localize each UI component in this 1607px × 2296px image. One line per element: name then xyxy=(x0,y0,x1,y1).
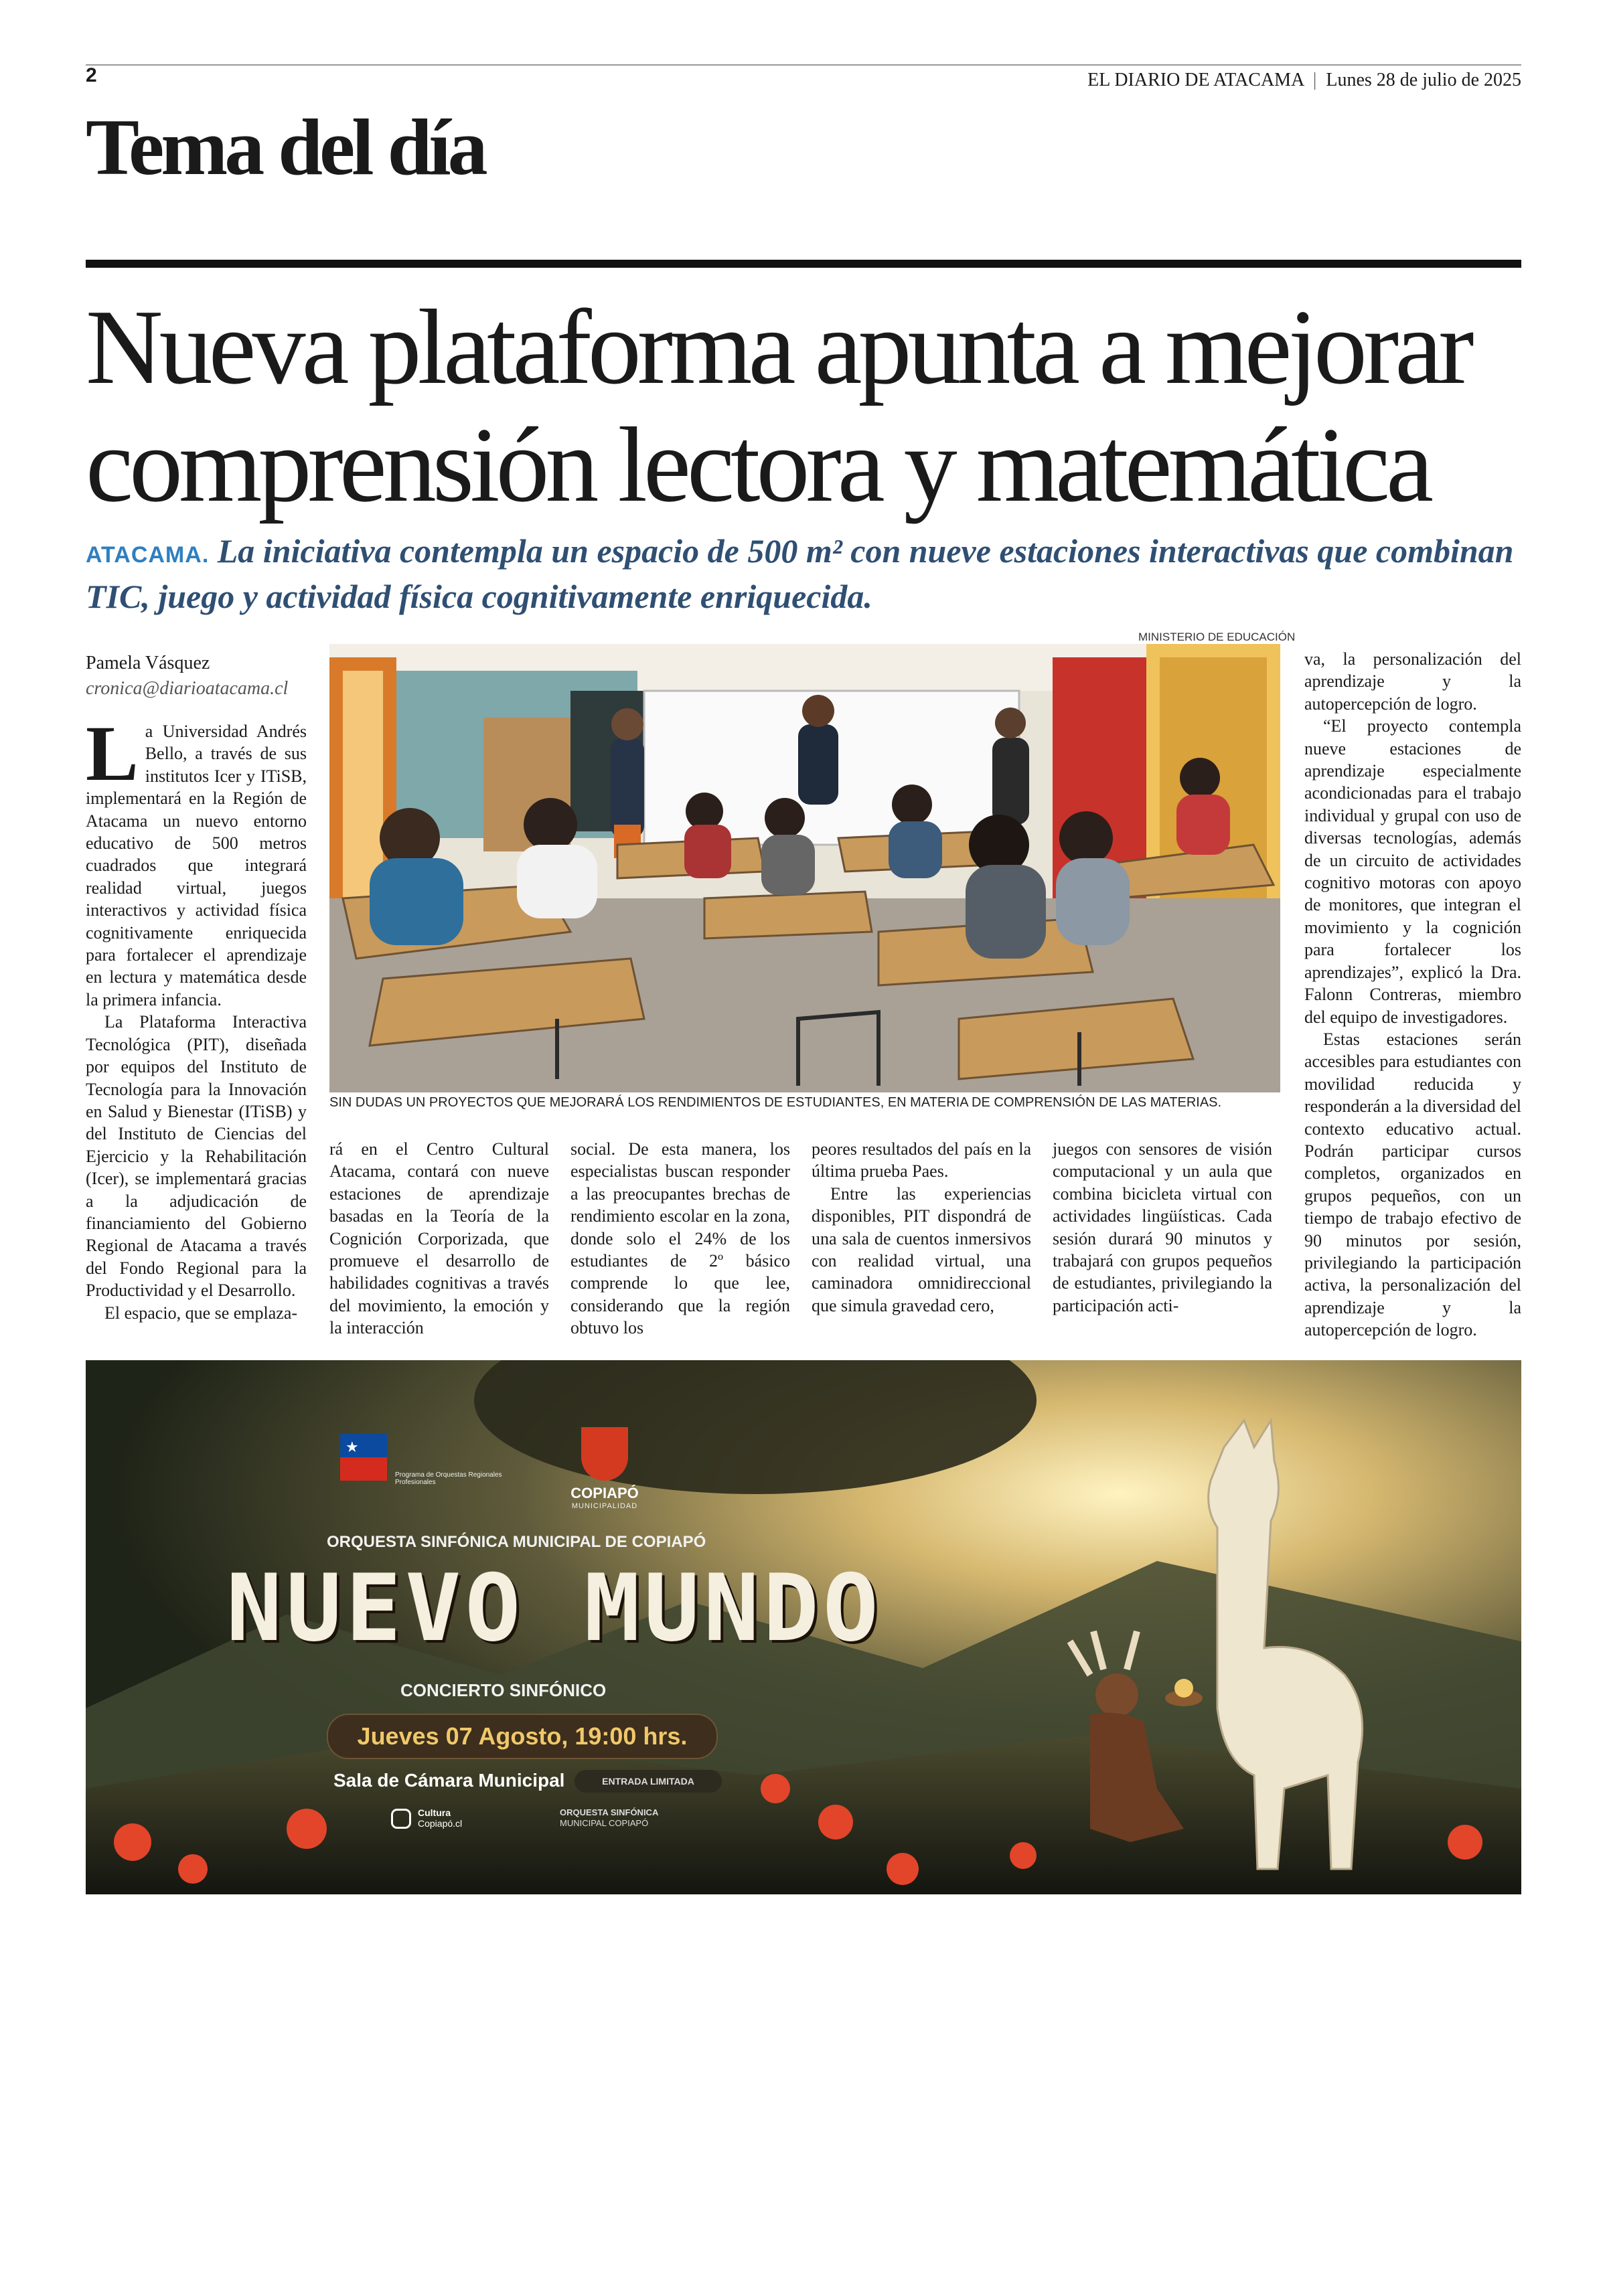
star-icon: ★ xyxy=(346,1439,359,1456)
paragraph: Entre las experiencias disponibles, PIT dispondrá de una sala de cuentos inmersivos con realidad virtual, una caminadora omnidireccional que simula gravedad cero, xyxy=(812,1183,1031,1315)
deck-tag: ATACAMA. xyxy=(86,542,210,568)
photo-credit: MINISTERIO DE EDUCACIÓN xyxy=(1138,631,1296,643)
deck xyxy=(86,530,1521,617)
footer-logo-line-1: ORQUESTA SINFÓNICA xyxy=(560,1807,659,1817)
column-2 xyxy=(329,1138,549,1339)
paragraph: rá en el Centro Cultural Atacama, contará con nueve estaciones de aprendizaje basadas en la Teoría de la Cognición Corporizada, que promueve el desarrollo de habilidades cognitivas a través del movimiento, la emoción y la interacción xyxy=(329,1139,549,1338)
section-rule xyxy=(86,260,1521,268)
paragraph-text: a Universidad Andrés Bello, a través de sus institutos Icer y ITiSB, implementará en la Región de Atacama un nuevo entorno educativo de 500 metros cuadrados que integrará realidad virtual, juegos interactivos y actividad física cognitivamente enriquecida para fortalecer el aprendizaje en lectura y matemática desde la primera infancia. xyxy=(86,722,307,1009)
classroom-illustration xyxy=(329,644,1280,1092)
section-title: Tema del día xyxy=(86,102,485,191)
column-1 xyxy=(86,710,307,1324)
column-5 xyxy=(1053,1138,1272,1317)
concert-subtitle: CONCIERTO SINFÓNICO xyxy=(400,1680,607,1700)
deck-text: La iniciativa contempla un espacio de 500 m² con nueve estaciones interactivas que combinan TIC, juego y actividad física cognitivamente enriquecida. xyxy=(86,532,1514,615)
paragraph: va, la personalización del aprendizaje y la autopercepción de logro. xyxy=(1304,649,1521,714)
paragraph: “El proyecto contempla nueve estaciones de aprendizaje especialmente acondicionadas para el trabajo individual y grupal con uso de diversas tecnologías, además de un circuito de actividades cognitivo motoras con apoyo de monitores, que integran el movimiento y la cognición para fortalecer los aprendizajes”, explicó la Dra. Falonn Contreras, miembro del equipo de investigadores. xyxy=(1304,716,1521,1027)
social-handle: Copiapó.cl xyxy=(418,1818,463,1829)
instagram-icon[interactable] xyxy=(391,1809,411,1829)
author-email[interactable]: cronica@diarioatacama.cl xyxy=(86,678,289,699)
government-logo xyxy=(340,1434,387,1481)
classroom-photo xyxy=(329,644,1280,1092)
paragraph: El espacio, que se emplaza- xyxy=(104,1303,298,1323)
paragraph: juegos con sensores de visión computacional y un aula que combina bicicleta virtual con actividades lingüísticas. Cada sesión durará 90 minutos y trabajará con grupos pequeños de estudiantes, privilegiando la participación acti- xyxy=(1053,1139,1272,1315)
newspaper-name: EL DIARIO DE ATACAMA xyxy=(1087,70,1304,90)
orchestra-footer-logo xyxy=(560,1807,658,1829)
paragraph: peores resultados del país en la última prueba Paes. xyxy=(812,1139,1031,1181)
paragraph: social. De esta manera, los especialistas buscan responder a las preocupantes brechas de rendimiento escolar en la zona, donde solo el 24% de los estudiantes de 2º básico comprende lo que lee, considerando que la región obtuvo los xyxy=(570,1139,790,1338)
concert-advertisement[interactable] xyxy=(86,1360,1521,1894)
paragraph: Estas estaciones serán accesibles para estudiantes con movilidad reducida y responderán a la diversidad del contexto educativo actual. Podrán participar cursos completos, organizados en grupos pequeños, con un tiempo de trabajo efectivo de 90 minutos por sesión, privilegiando la participación activa, la personalización del aprendizaje y la autopercepción de logro. xyxy=(1304,1029,1521,1340)
column-4 xyxy=(812,1138,1031,1317)
author: Pamela Vásquez xyxy=(86,653,210,673)
paragraph xyxy=(86,710,307,1011)
top-rule xyxy=(86,64,1521,66)
page-number: 2 xyxy=(86,64,97,86)
orchestra-name: ORQUESTA SINFÓNICA MUNICIPAL DE COPIAPÓ xyxy=(327,1533,706,1551)
masthead xyxy=(1087,70,1521,91)
venue: Sala de Cámara Municipal xyxy=(333,1770,565,1791)
social-name: Cultura xyxy=(418,1807,451,1818)
entry-badge: ENTRADA LIMITADA xyxy=(575,1770,722,1793)
copiapo-shield-icon xyxy=(581,1427,628,1481)
photo-caption: SIN DUDAS UN PROYECTOS QUE MEJORARÁ LOS RENDIMIENTOS DE ESTUDIANTES, EN MATERIA DE COMPRENSIÓN DE LAS MATERIAS. xyxy=(329,1095,1222,1110)
copiapo-name: COPIAPÓ xyxy=(570,1485,639,1501)
footer-logo-line-2: MUNICIPAL COPIAPÓ xyxy=(560,1818,649,1828)
flag-stripe xyxy=(340,1457,387,1481)
concert-date-time: Jueves 07 Agosto, 19:00 hrs. xyxy=(327,1714,718,1759)
social-account[interactable] xyxy=(418,1807,462,1829)
byline xyxy=(86,651,288,702)
issue-date: Lunes 28 de julio de 2025 xyxy=(1326,70,1521,90)
concert-title: NUEVO MUNDO xyxy=(226,1554,883,1662)
government-text: Programa de Orquestas Regionales Profesionales xyxy=(395,1471,502,1486)
column-6 xyxy=(1304,648,1521,1341)
paragraph: La Plataforma Interactiva Tecnológica (PIT), diseñada por equipos del Instituto de Tecnología para la Innovación en Salud y Bienestar (ITiSB) y del Instituto de Ciencias del Ejercicio y la Rehabilitación (Icer), se implementará gracias a la adjudicación de financiamiento del Gobierno Regional de Atacama a través del Fondo Regional para la Productividad y el Desarrollo. xyxy=(86,1012,307,1301)
headline: Nueva plataforma apunta a mejorar comprensión lectora y matemática xyxy=(86,287,1470,524)
copiapo-sub: MUNICIPALIDAD xyxy=(571,1502,638,1510)
drop-cap: L xyxy=(86,710,139,797)
column-3 xyxy=(570,1138,790,1339)
masthead-separator: | xyxy=(1308,70,1322,90)
